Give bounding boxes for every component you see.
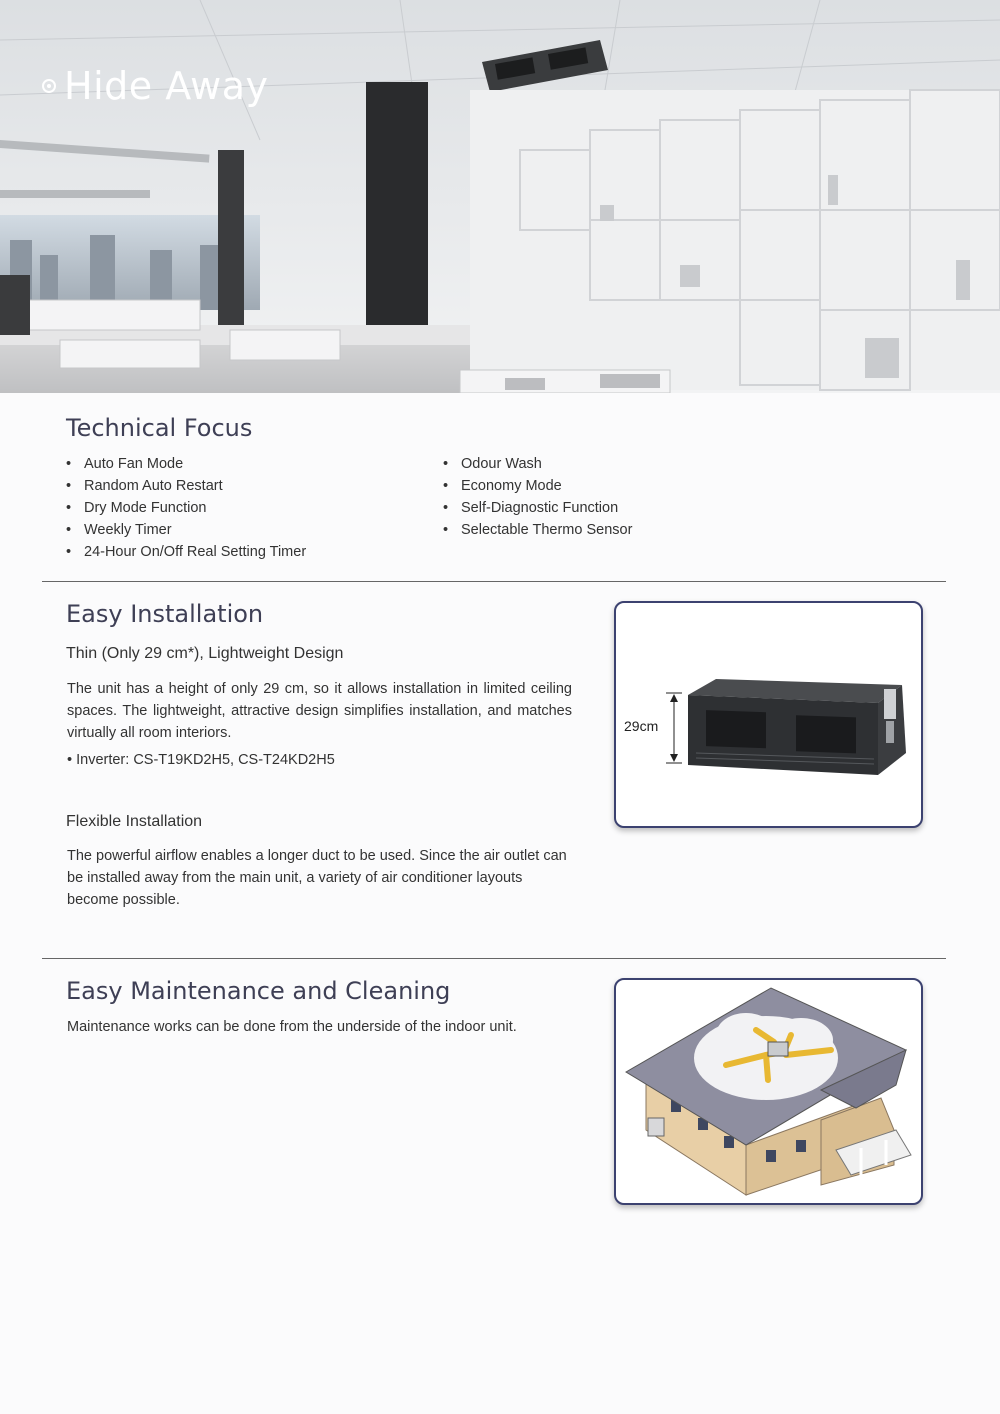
list-item: • Weekly Timer bbox=[66, 519, 306, 541]
flexible-installation-paragraph: The powerful airflow enables a longer duct to be used. Since the air outlet can be installed away from the main unit, a variety of air conditioner layouts become possible. bbox=[67, 848, 567, 908]
section-divider bbox=[42, 581, 946, 582]
office-interior-illustration bbox=[0, 0, 1000, 393]
easy-installation-title: Easy Installation bbox=[66, 600, 264, 628]
list-item: • Auto Fan Mode bbox=[66, 453, 306, 475]
circle-bullet-icon bbox=[42, 79, 56, 93]
list-item: • Self-Diagnostic Function bbox=[443, 497, 632, 519]
flexible-installation-subtitle: Flexible Installation bbox=[66, 813, 203, 830]
hero-title-text: Hide Away bbox=[64, 64, 269, 108]
maintenance-paragraph: Maintenance works can be done from the underside of the indoor unit. bbox=[67, 1019, 517, 1035]
section-divider bbox=[42, 958, 946, 959]
list-item: • 24-Hour On/Off Real Setting Timer bbox=[66, 541, 306, 563]
easy-maintenance-title: Easy Maintenance and Cleaning bbox=[66, 977, 451, 1005]
duct-unit-image bbox=[614, 601, 923, 828]
hero-title bbox=[42, 64, 269, 108]
inverter-models-note: • Inverter: CS-T19KD2H5, CS-T24KD2H5 bbox=[67, 752, 335, 768]
duct-unit-illustration bbox=[616, 603, 921, 826]
house-cutaway-image bbox=[614, 978, 923, 1205]
list-item: • Selectable Thermo Sensor bbox=[443, 519, 632, 541]
list-item: • Odour Wash bbox=[443, 453, 632, 475]
list-item: • Economy Mode bbox=[443, 475, 632, 497]
house-cutaway-illustration bbox=[616, 980, 921, 1203]
list-item: • Dry Mode Function bbox=[66, 497, 306, 519]
thin-design-subtitle: Thin (Only 29 cm*), Lightweight Design bbox=[66, 645, 344, 662]
thin-design-paragraph: The unit has a height of only 29 cm, so it allows installation in limited ceiling spaces. The lightweight, attractive design simplifies installation, and matches virtually all room interiors. bbox=[67, 681, 572, 741]
list-item: • Random Auto Restart bbox=[66, 475, 306, 497]
technical-focus-list-left bbox=[66, 453, 306, 563]
technical-focus-list-right bbox=[443, 453, 632, 541]
dimension-label: 29cm bbox=[624, 718, 659, 734]
hero-photo bbox=[0, 0, 1000, 393]
technical-focus-title: Technical Focus bbox=[66, 414, 253, 442]
